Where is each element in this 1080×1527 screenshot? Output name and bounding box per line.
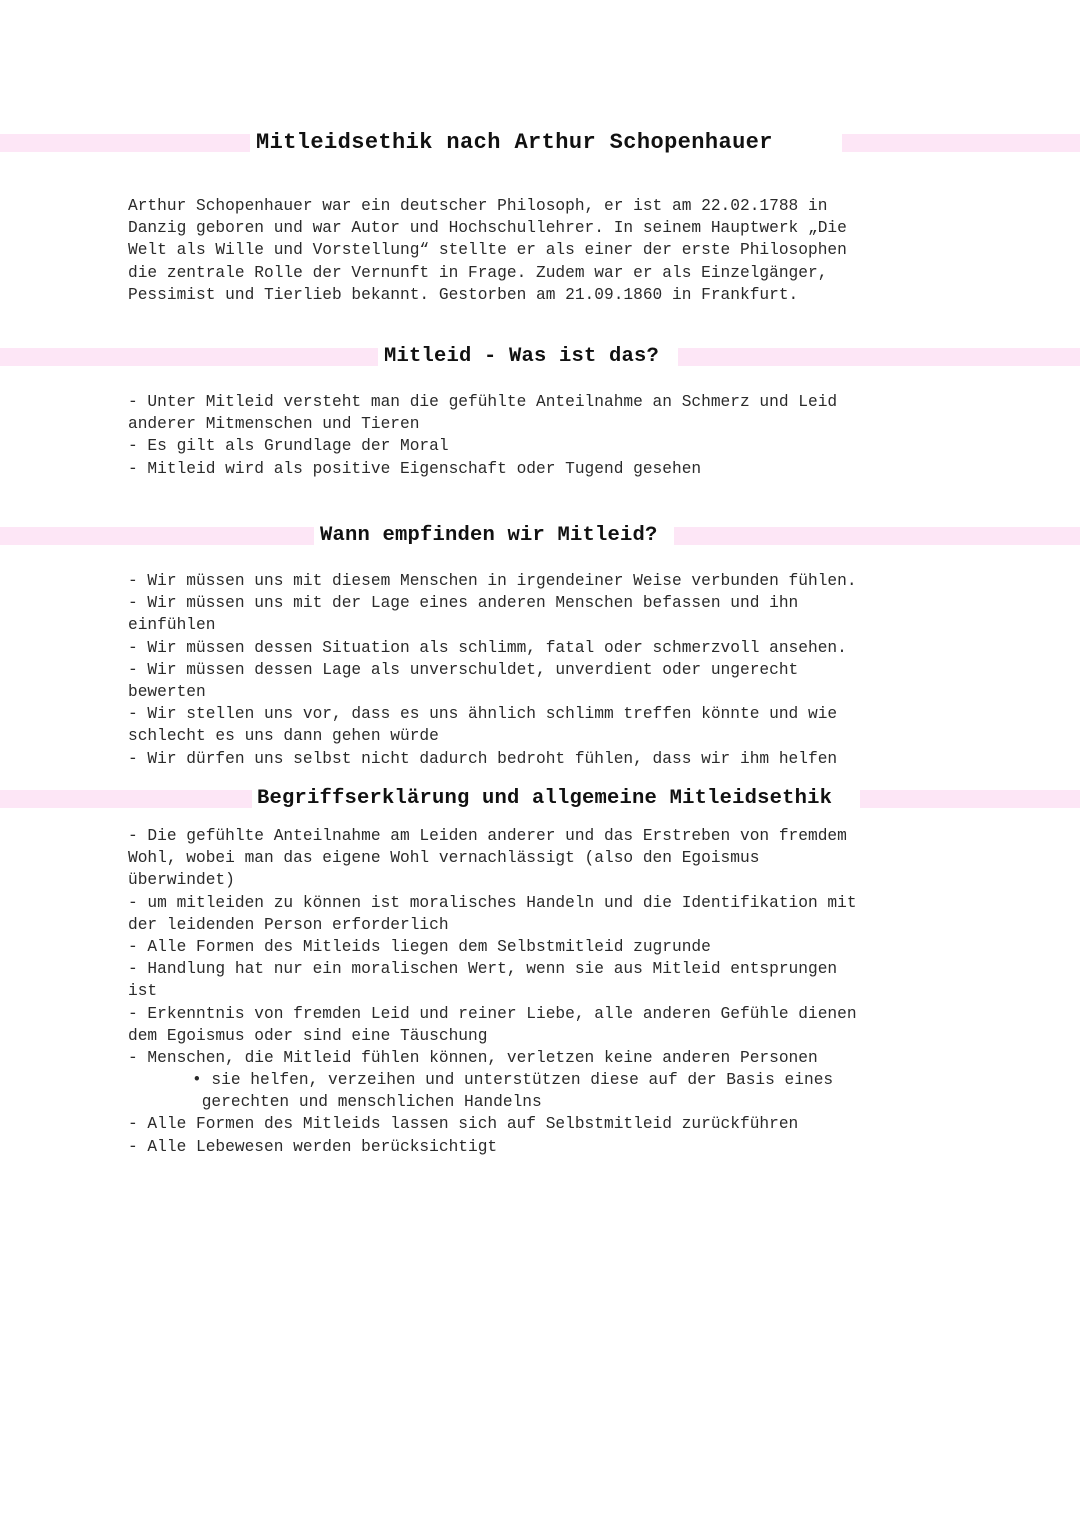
list-item: - Mitleid wird als positive Eigenschaft oder Tugend gesehen: [128, 459, 702, 478]
list-item: - Alle Formen des Mitleids liegen dem Selbstmitleid zugrunde: [128, 937, 711, 956]
section3-band-right: [860, 790, 1080, 808]
list-item: ist: [128, 982, 158, 1001]
list-item: Wohl, wobei man das eigene Wohl vernachlässigt (also den Egoismus: [128, 849, 760, 868]
list-item: überwindet): [128, 871, 235, 890]
list-item: - Wir müssen dessen Situation als schlimm, fatal oder schmerzvoll ansehen.: [128, 638, 847, 657]
title-band-right: [842, 134, 1080, 152]
list-item: - Wir dürfen uns selbst nicht dadurch bedroht fühlen, dass wir ihm helfen: [128, 749, 838, 768]
list-item: - Handlung hat nur ein moralischen Wert, wenn sie aus Mitleid entsprungen: [128, 960, 838, 979]
intro-line: Welt als Wille und Vorstellung“ stellte er als einer der erste Philosophen: [128, 241, 847, 260]
list-item: - Die gefühlte Anteilnahme am Leiden anderer und das Erstreben von fremdem: [128, 827, 847, 845]
sub-list-item: • sie helfen, verzeihen und unterstützen diese auf der Basis eines: [192, 1071, 834, 1090]
intro-line: Danzig geboren und war Autor und Hochschullehrer. In seinem Hauptwerk „Die: [128, 219, 847, 238]
section2-list: [128, 570, 958, 770]
section1-band-left: [0, 348, 378, 366]
list-item: - Wir müssen uns mit der Lage eines anderen Menschen befassen und ihn: [128, 594, 799, 613]
section3-list: [128, 825, 958, 1158]
list-item: einfühlen: [128, 616, 216, 635]
list-item: anderer Mitmenschen und Tieren: [128, 415, 420, 434]
list-item: schlecht es uns dann gehen würde: [128, 727, 439, 746]
list-item: bewerten: [128, 682, 206, 701]
intro-line: Pessimist und Tierlieb bekannt. Gestorben am 21.09.1860 in Frankfurt.: [128, 285, 799, 304]
list-item: - Wir stellen uns vor, dass es uns ähnlich schlimm treffen könnte und wie: [128, 705, 838, 724]
title-row: [0, 130, 1080, 156]
section3-heading-row: [0, 786, 1080, 812]
section3-band-left: [0, 790, 252, 808]
title-band-left: [0, 134, 250, 152]
intro-paragraph: [128, 195, 958, 306]
list-item: - um mitleiden zu können ist moralisches Handeln und die Identifikation mit: [128, 893, 857, 912]
page-title: Mitleidsethik nach Arthur Schopenhauer: [256, 130, 773, 155]
list-item: dem Egoismus oder sind eine Täuschung: [128, 1026, 488, 1045]
section1-list: [128, 391, 958, 480]
section3-heading: Begriffserklärung und allgemeine Mitleidsethik: [257, 787, 833, 810]
sub-list-item: gerechten und menschlichen Handelns: [192, 1093, 542, 1112]
list-item: - Wir müssen uns mit diesem Menschen in irgendeiner Weise verbunden fühlen.: [128, 572, 857, 590]
list-item: - Alle Lebewesen werden berücksichtigt: [128, 1137, 498, 1156]
section2-heading-row: [0, 523, 1080, 549]
intro-line: Arthur Schopenhauer war ein deutscher Philosoph, er ist am 22.02.1788 in: [128, 197, 828, 215]
intro-line: die zentrale Rolle der Vernunft in Frage. Zudem war er als Einzelgänger,: [128, 263, 828, 282]
list-item: - Es gilt als Grundlage der Moral: [128, 437, 449, 456]
list-item: - Wir müssen dessen Lage als unverschuldet, unverdient oder ungerecht: [128, 660, 799, 679]
section1-heading-row: [0, 344, 1080, 370]
list-item: - Alle Formen des Mitleids lassen sich auf Selbstmitleid zurückführen: [128, 1115, 799, 1134]
section2-band-right: [674, 527, 1080, 545]
section1-heading: Mitleid - Was ist das?: [384, 345, 660, 368]
section1-band-right: [678, 348, 1080, 366]
list-item: der leidenden Person erforderlich: [128, 915, 449, 934]
list-item: - Menschen, die Mitleid fühlen können, verletzen keine anderen Personen: [128, 1048, 818, 1067]
section2-band-left: [0, 527, 314, 545]
list-item: - Unter Mitleid versteht man die gefühlte Anteilnahme an Schmerz und Leid: [128, 393, 838, 411]
section2-heading: Wann empfinden wir Mitleid?: [320, 524, 658, 547]
list-item: - Erkenntnis von fremden Leid und reiner Liebe, alle anderen Gefühle dienen: [128, 1004, 857, 1023]
